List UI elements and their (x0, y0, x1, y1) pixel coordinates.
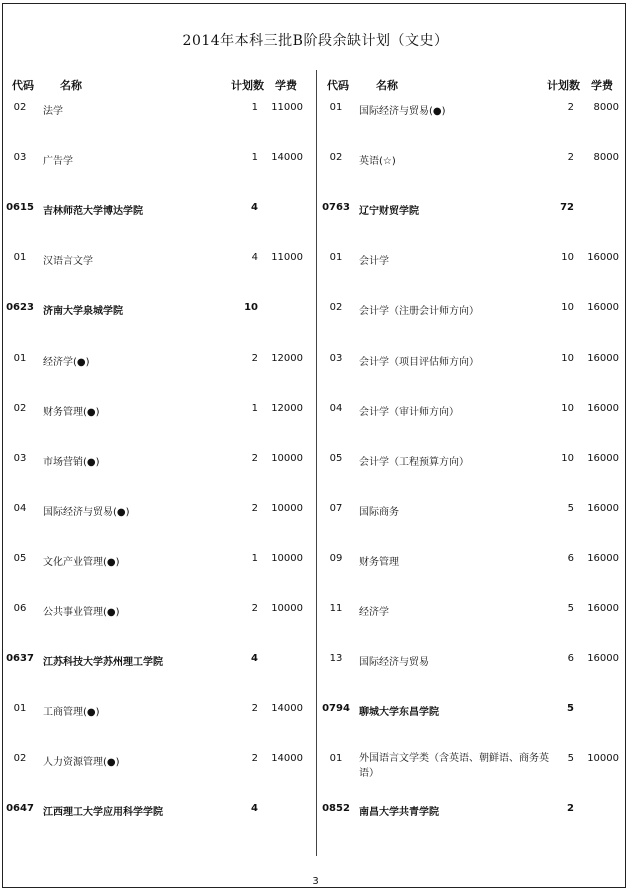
cell-plan: 2 (251, 453, 258, 464)
cell-code: 06 (13, 603, 27, 614)
cell-name: 财务管理 (359, 557, 399, 568)
cell-fee: 16000 (587, 403, 619, 414)
cell-plan: 1 (251, 152, 258, 163)
major-row (316, 252, 631, 276)
cell-name: 国际商务 (359, 507, 399, 518)
major-row (0, 503, 316, 527)
major-row (0, 403, 316, 427)
cell-code: 0623 (6, 302, 34, 313)
cell-plan: 6 (567, 553, 574, 564)
cell-name: 江苏科技大学苏州理工学院 (43, 657, 163, 668)
cell-fee: 16000 (587, 603, 619, 614)
cell-fee: 8000 (593, 102, 619, 113)
cell-code: 05 (329, 453, 343, 464)
cell-code: 04 (13, 503, 27, 514)
cell-name: 人力资源管理(●) (43, 757, 120, 768)
cell-name: 国际经济与贸易(●) (43, 507, 130, 518)
major-row (316, 553, 631, 577)
page-number: 3 (312, 876, 319, 887)
cell-plan: 5 (567, 753, 574, 764)
school-row (0, 653, 316, 677)
cell-name: 吉林师范大学博达学院 (43, 206, 143, 217)
cell-name: 聊城大学东昌学院 (359, 707, 439, 718)
school-row (316, 202, 631, 226)
cell-code: 01 (13, 353, 27, 364)
cell-code: 01 (13, 252, 27, 263)
cell-code: 0615 (6, 202, 34, 213)
major-row (0, 553, 316, 577)
cell-plan: 4 (251, 653, 258, 664)
header-name: 名称 (376, 79, 398, 92)
cell-name: 会计学（审计师方向） (359, 407, 459, 418)
cell-code: 02 (13, 403, 27, 414)
cell-fee: 11000 (271, 252, 303, 263)
cell-fee: 11000 (271, 102, 303, 113)
cell-plan: 2 (251, 603, 258, 614)
cell-plan: 10 (561, 252, 574, 263)
major-row (316, 403, 631, 427)
cell-name: 会计学（工程预算方向） (359, 457, 469, 468)
cell-plan: 5 (567, 503, 574, 514)
cell-fee: 12000 (271, 353, 303, 364)
cell-plan: 72 (560, 202, 574, 213)
cell-name: 广告学 (43, 156, 73, 167)
cell-plan: 10 (561, 453, 574, 464)
major-row (316, 102, 631, 126)
cell-code: 05 (13, 553, 27, 564)
cell-plan: 10 (244, 302, 258, 313)
school-row (316, 703, 631, 727)
major-row (316, 353, 631, 377)
cell-code: 09 (329, 553, 343, 564)
major-row (0, 353, 316, 377)
major-row (316, 653, 631, 677)
major-row (316, 503, 631, 527)
cell-fee: 14000 (271, 753, 303, 764)
cell-plan: 5 (567, 703, 574, 714)
major-row (316, 302, 631, 326)
cell-name: 江西理工大学应用科学学院 (43, 807, 163, 818)
major-row (316, 753, 631, 777)
cell-code: 0794 (322, 703, 350, 714)
cell-plan: 2 (567, 152, 574, 163)
cell-plan: 2 (251, 703, 258, 714)
cell-code: 0637 (6, 653, 34, 664)
major-row (316, 152, 631, 176)
cell-name: 南昌大学共青学院 (359, 807, 439, 818)
cell-plan: 4 (251, 202, 258, 213)
cell-name: 国际经济与贸易 (359, 657, 429, 668)
cell-name: 辽宁财贸学院 (359, 206, 419, 217)
cell-plan: 1 (251, 403, 258, 414)
cell-plan: 2 (567, 803, 574, 814)
cell-plan: 4 (251, 803, 258, 814)
school-row (316, 803, 631, 827)
cell-name: 市场营销(●) (43, 457, 100, 468)
cell-fee: 14000 (271, 703, 303, 714)
cell-name: 国际经济与贸易(●) (359, 106, 446, 117)
cell-code: 01 (329, 102, 343, 113)
cell-plan: 2 (567, 102, 574, 113)
cell-fee: 10000 (271, 453, 303, 464)
cell-code: 0763 (322, 202, 350, 213)
cell-fee: 16000 (587, 453, 619, 464)
major-row (316, 603, 631, 627)
cell-plan: 2 (251, 353, 258, 364)
cell-name: 经济学 (359, 607, 389, 618)
cell-code: 03 (13, 152, 27, 163)
cell-fee: 10000 (271, 603, 303, 614)
cell-plan: 10 (561, 403, 574, 414)
cell-name: 会计学 (359, 256, 389, 267)
cell-code: 03 (329, 353, 343, 364)
cell-code: 02 (13, 753, 27, 764)
header-plan: 计划数 (547, 79, 580, 92)
header-fee: 学费 (591, 79, 613, 92)
cell-name: 文化产业管理(●) (43, 557, 120, 568)
school-row (0, 202, 316, 226)
cell-code: 01 (329, 252, 343, 263)
cell-name: 财务管理(●) (43, 407, 100, 418)
cell-code: 07 (329, 503, 343, 514)
cell-code: 02 (13, 102, 27, 113)
cell-plan: 2 (251, 503, 258, 514)
major-row (0, 453, 316, 477)
cell-name: 汉语言文学 (43, 256, 93, 267)
header-fee: 学费 (275, 79, 297, 92)
header-code: 代码 (12, 79, 34, 92)
cell-plan: 10 (561, 353, 574, 364)
cell-fee: 16000 (587, 302, 619, 313)
cell-code: 02 (329, 152, 343, 163)
cell-code: 02 (329, 302, 343, 313)
cell-plan: 1 (251, 553, 258, 564)
header-name: 名称 (60, 79, 82, 92)
major-row (0, 753, 316, 777)
cell-code: 13 (329, 653, 343, 664)
cell-name: 会计学（项目评估师方向） (359, 357, 479, 368)
school-row (0, 803, 316, 827)
cell-name: 公共事业管理(●) (43, 607, 120, 618)
cell-fee: 10000 (271, 503, 303, 514)
cell-fee: 16000 (587, 653, 619, 664)
cell-fee: 12000 (271, 403, 303, 414)
major-row (0, 102, 316, 126)
cell-fee: 16000 (587, 503, 619, 514)
cell-name: 工商管理(●) (43, 707, 100, 718)
school-row (0, 302, 316, 326)
cell-code: 0852 (322, 803, 350, 814)
cell-code: 01 (329, 753, 343, 764)
cell-name: 英语(☆) (359, 156, 396, 167)
cell-code: 01 (13, 703, 27, 714)
cell-name: 经济学(●) (43, 357, 90, 368)
page-title: 2014年本科三批B阶段余缺计划（文史） (182, 33, 449, 49)
cell-fee: 16000 (587, 553, 619, 564)
cell-plan: 5 (567, 603, 574, 614)
cell-plan: 6 (567, 653, 574, 664)
cell-fee: 16000 (587, 353, 619, 364)
major-row (0, 252, 316, 276)
cell-plan: 10 (561, 302, 574, 313)
cell-code: 0647 (6, 803, 34, 814)
right-column (316, 0, 631, 892)
cell-plan: 1 (251, 102, 258, 113)
cell-code: 04 (329, 403, 343, 414)
major-row (0, 703, 316, 727)
cell-fee: 10000 (587, 753, 619, 764)
cell-plan: 4 (251, 252, 258, 263)
cell-plan: 2 (251, 753, 258, 764)
major-row (0, 152, 316, 176)
header-code: 代码 (327, 79, 349, 92)
cell-code: 03 (13, 453, 27, 464)
major-row (0, 603, 316, 627)
cell-fee: 10000 (271, 553, 303, 564)
major-row (316, 453, 631, 477)
cell-fee: 16000 (587, 252, 619, 263)
cell-name: 法学 (43, 106, 63, 117)
cell-name: 会计学（注册会计师方向） (359, 306, 479, 317)
cell-fee: 14000 (271, 152, 303, 163)
cell-fee: 8000 (593, 152, 619, 163)
cell-code: 11 (329, 603, 343, 614)
cell-name: 外国语言文学类（含英语、朝鲜语、商务英语） (359, 753, 549, 779)
cell-name: 济南大学泉城学院 (43, 306, 123, 317)
header-plan: 计划数 (231, 79, 264, 92)
